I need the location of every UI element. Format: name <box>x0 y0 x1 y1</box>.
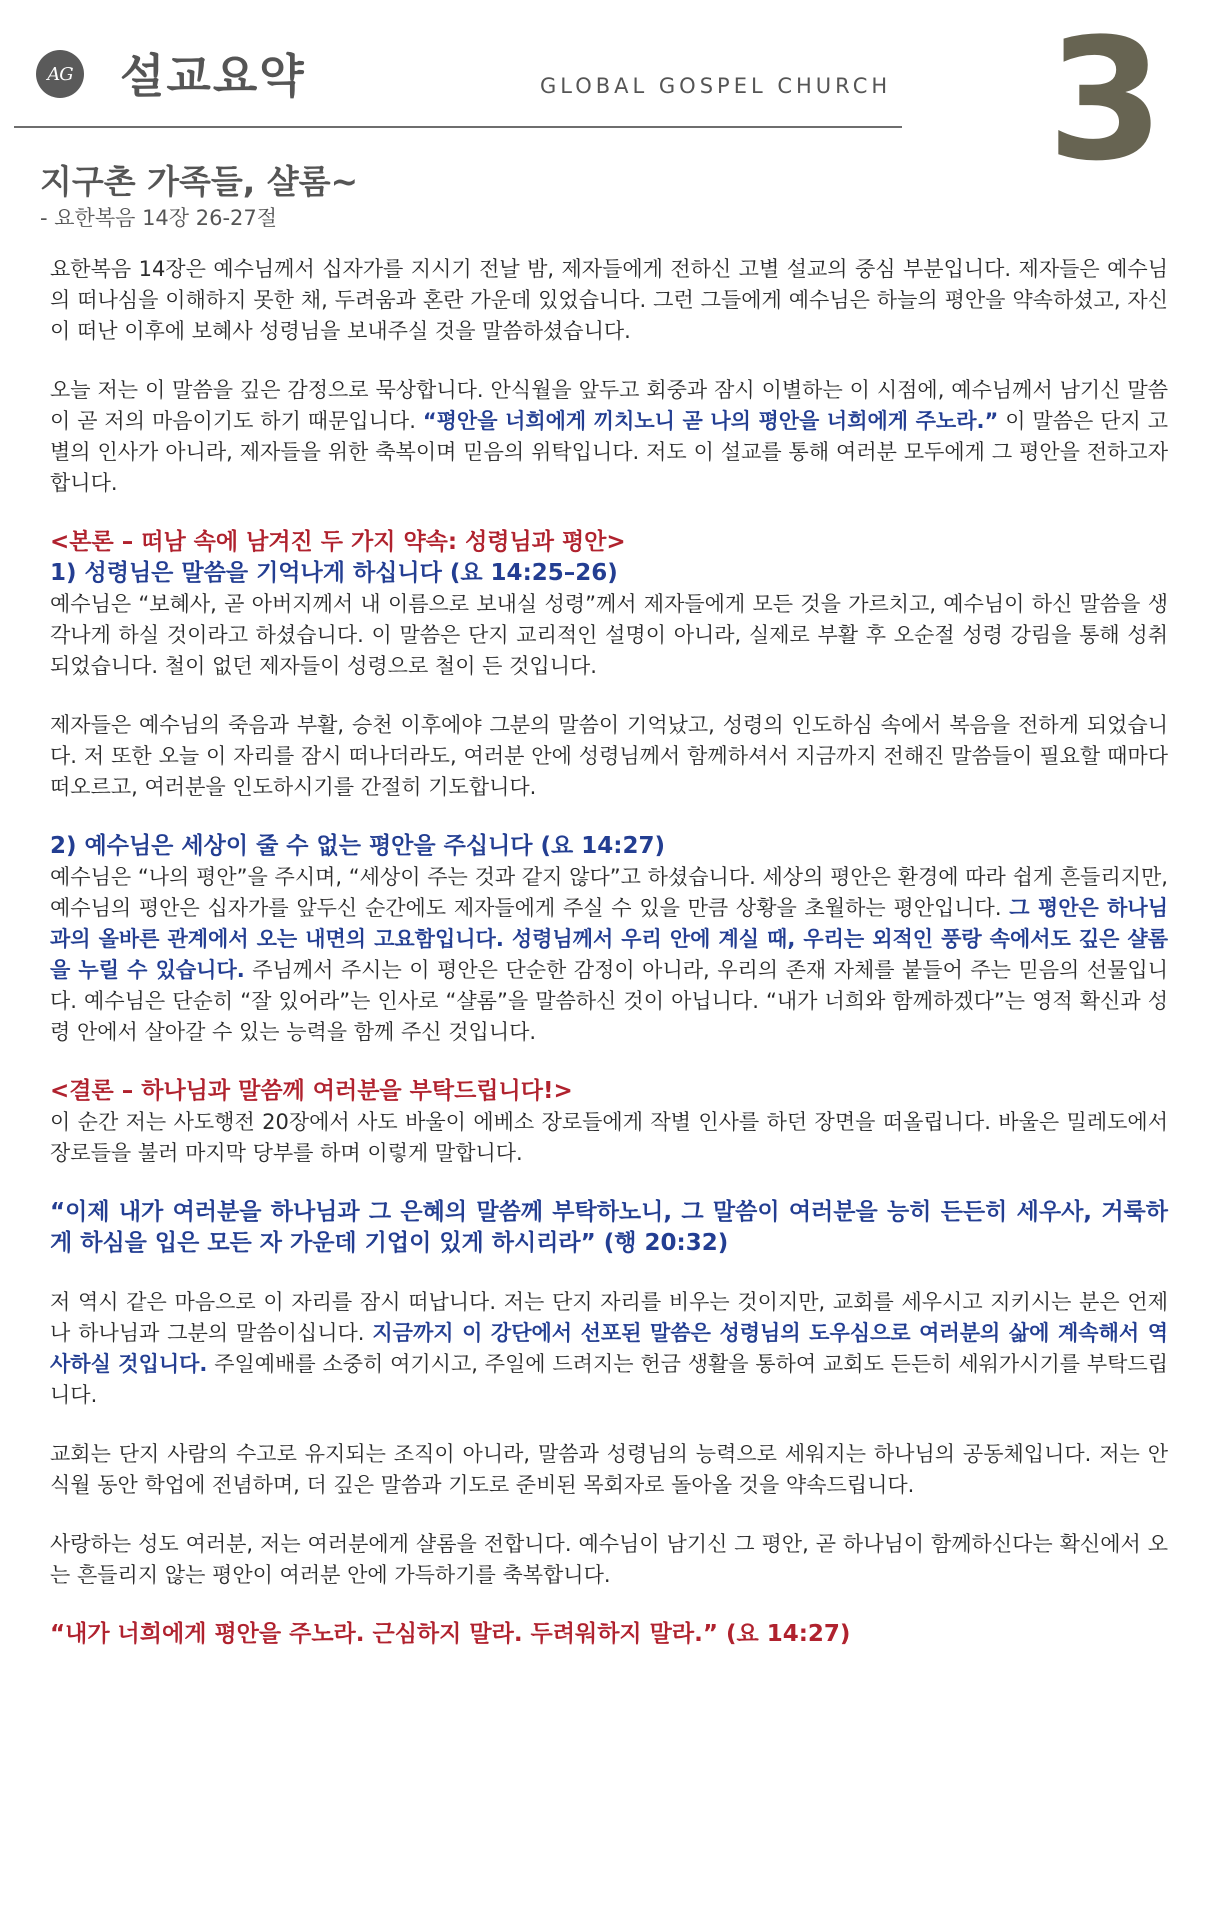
leaving-paragraph <box>50 1287 1168 1411</box>
paragraph-text: 주님께서 주시는 이 평안은 단순한 감정이 아니라, 우리의 존재 자체를 붙들어 주는 믿음의 선물입니다. 예수님은 단순히 “잘 있어라”는 인사로 “샬롬”을 말씀하신 것이 아닙니다. “내가 너희와 함께하겠다”는 영적 확신과 성령 안에서 살아갈 수 있는 능력을 함께 주신 것입니다. <box>50 958 1168 1044</box>
header-title: 설교요약 <box>120 49 306 103</box>
subheading-spirit: 1) 성령님은 말씀을 기억나게 하십니다 (요 14:25–26) <box>50 560 618 586</box>
paragraph-text: 주일예배를 소중히 여기시고, 주일에 드려지는 헌금 생활을 통하여 교회도 든든히 세워가시기를 부탁드립니다. <box>50 1352 1168 1407</box>
peace-paragraph <box>50 862 1168 1048</box>
closing-verse: “내가 너희에게 평안을 주노라. 근심하지 말라. 두려워하지 말라.” (요 14:27) <box>50 1621 851 1647</box>
paragraph-text: 오늘 저는 이 말씀을 깊은 감정으로 묵상합니다. 안식월을 앞두고 회중과 잠시 이별하는 이 시점에, 예수님께서 남기신 말씀이 곧 저의 마음이기도 하기 때문입니다. <box>50 378 1168 433</box>
paragraph-text: 예수님은 “나의 평안”을 주시며, “세상이 주는 것과 같지 않다”고 하셨습니다. 세상의 평안은 환경에 따라 쉽게 흔들리지만, 예수님의 평안은 십자가를 앞두신 순간에도 제자들에게 주실 수 있을 만큼 상황을 초월하는 평안입니다. <box>50 865 1168 920</box>
church-name: GLOBAL GOSPEL CHURCH <box>540 74 892 98</box>
highlight-text: 지금까지 이 강단에서 선포된 말씀은 성령님의 도우심으로 여러분의 삶에 계속해서 역사하실 것입니다. <box>50 1321 1168 1376</box>
section-heading-conclusion: <결론 – 하나님과 말씀께 여러분을 부탁드립니다!> <box>50 1078 573 1104</box>
issue-number: 3 <box>1047 2 1164 198</box>
intro-paragraph: 요한복음 14장은 예수님께서 십자가를 지시기 전날 밤, 제자들에게 전하신 고별 설교의 중심 부분입니다. 제자들은 예수님의 떠나심을 이해하지 못한 채, 두려움과 혼란 가운데 있었습니다. 그런 그들에게 예수님은 하늘의 평안을 약속하셨고, 자신이 떠난 이후에 보혜사 성령님을 보내주실 것을 말씀하셨습니다. <box>50 257 1168 343</box>
meditation-paragraph <box>50 375 1168 499</box>
church-logo: AG <box>36 50 84 98</box>
subheading-peace: 2) 예수님은 세상이 줄 수 없는 평안을 주십니다 (요 14:27) <box>50 833 665 859</box>
spirit-paragraph: 예수님은 “보혜사, 곧 아버지께서 내 이름으로 보내실 성령”께서 제자들에게 모든 것을 가르치고, 예수님이 하신 말씀을 생각나게 하실 것이라고 하셨습니다. 이 말씀은 단지 교리적인 설명이 아니라, 실제로 부활 후 오순절 성령 강림을 통해 성취되었습니다. 철이 없던 제자들이 성령으로 철이 든 것입니다. <box>50 592 1168 678</box>
paragraph-text: 이 말씀은 단지 고별의 인사가 아니라, 제자들을 위한 축복이며 믿음의 위탁입니다. 저도 이 설교를 통해 여러분 모두에게 그 평안을 전하고자 합니다. <box>50 409 1168 495</box>
acts-quote: “이제 내가 여러분을 하나님과 그 은혜의 말씀께 부탁하노니, 그 말씀이 여러분을 능히 든든히 세우사, 거룩하게 하심을 입은 모든 자 가운데 기업이 있게 하시리라” (행 20:32) <box>50 1199 1168 1256</box>
header-divider <box>14 126 902 128</box>
paul-paragraph: 이 순간 저는 사도행전 20장에서 사도 바울이 에베소 장로들에게 작별 인사를 하던 장면을 떠올립니다. 바울은 밀레도에서 장로들을 불러 마지막 당부를 하며 이렇게 말합니다. <box>50 1110 1168 1165</box>
sermon-body <box>50 254 1168 1650</box>
disciples-paragraph: 제자들은 예수님의 죽음과 부활, 승천 이후에야 그분의 말씀이 기억났고, 성령의 인도하심 속에서 복음을 전하게 되었습니다. 저 또한 오늘 이 자리를 잠시 떠나더라도, 여러분 안에 성령님께서 함께하셔서 지금까지 전해진 말씀들이 필요할 때마다 떠오르고, 여러분을 인도하시기를 간절히 기도합니다. <box>50 713 1168 799</box>
scripture-reference: - 요한복음 14장 26-27절 <box>40 206 278 230</box>
sermon-title: 지구촌 가족들, 샬롬~ <box>40 162 359 201</box>
paragraph-text: 저 역시 같은 마음으로 이 자리를 잠시 떠납니다. 저는 단지 자리를 비우는 것이지만, 교회를 세우시고 지키시는 분은 언제나 하나님과 그분의 말씀이십니다. <box>50 1290 1168 1345</box>
church-paragraph: 교회는 단지 사람의 수고로 유지되는 조직이 아니라, 말씀과 성령님의 능력으로 세워지는 하나님의 공동체입니다. 저는 안식월 동안 학업에 전념하며, 더 깊은 말씀과 기도로 준비된 목회자로 돌아올 것을 약속드립니다. <box>50 1442 1168 1497</box>
blessing-paragraph: 사랑하는 성도 여러분, 저는 여러분에게 샬롬을 전합니다. 예수님이 남기신 그 평안, 곧 하나님이 함께하신다는 확신에서 오는 흔들리지 않는 평안이 여러분 안에 가득하기를 축복합니다. <box>50 1532 1168 1587</box>
highlight-text: 그 평안은 하나님과의 올바른 관계에서 오는 내면의 고요함입니다. 성령님께서 우리 안에 계실 때, 우리는 외적인 풍랑 속에서도 깊은 샬롬을 누릴 수 있습니다. <box>50 896 1168 982</box>
highlight-verse: “평안을 너희에게 끼치노니 곧 나의 평안을 너희에게 주노라.” <box>422 409 999 433</box>
section-heading-main: <본론 – 떠남 속에 남겨진 두 가지 약속: 성령님과 평안> <box>50 529 626 555</box>
